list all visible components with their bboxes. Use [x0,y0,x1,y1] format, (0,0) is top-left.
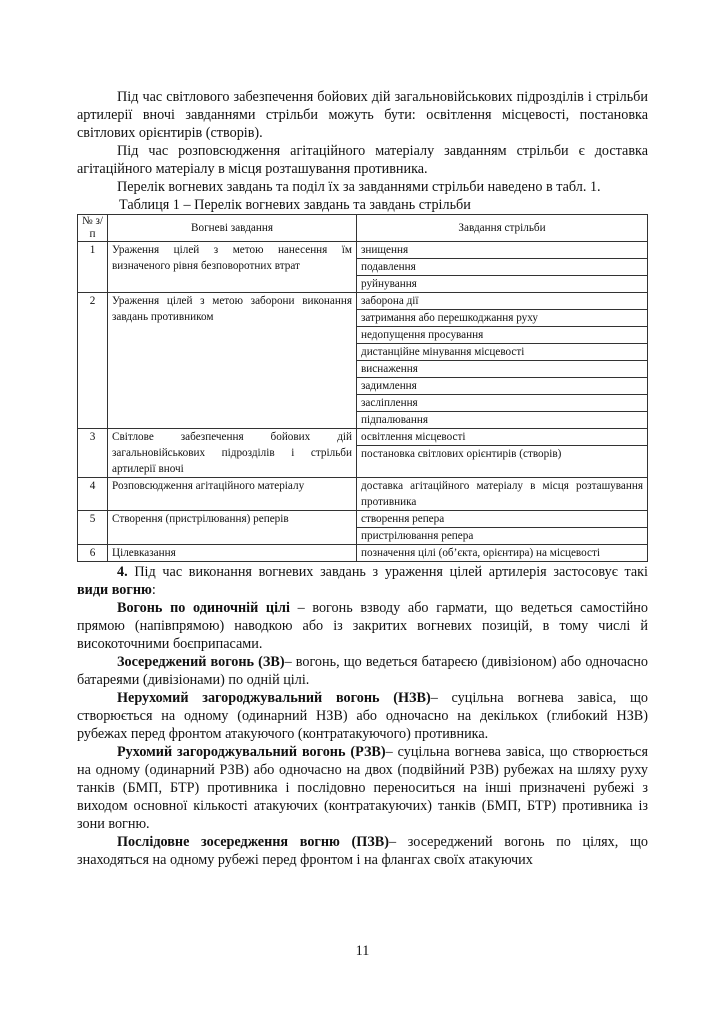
shooting-task-item: засліплення [357,394,647,411]
shooting-task-item: подавлення [357,258,647,275]
definition-term: Рухомий загороджувальний вогонь (РЗВ) [117,744,386,760]
table-row [78,511,648,545]
paragraph-light-support: Під час світлового забезпечення бойових дій загальновійськових підрозділів і стрільби артилерії вночі завданнями стрільби можуть бути: освітлення місцевості, постановка світлових орієнтирів (створів). [77,89,648,141]
section4-text: Під час виконання вогневих завдань з ураження цілей артилерія застосовує такі [134,564,648,580]
header-fire-tasks: Вогневі завдання [108,215,357,242]
section4-bold: види вогню [77,582,152,598]
table-row [78,429,648,478]
shooting-tasks-cell [357,242,648,293]
shooting-task-item: затримання або перешкоджання руху [357,309,647,326]
section4-colon: : [151,582,156,598]
section4-number: 4. [117,564,135,580]
paragraph-section4 [77,563,648,599]
row-number: 6 [78,545,108,562]
definitions [77,599,648,869]
shooting-task-item: виснаження [357,360,647,377]
shooting-task-item: постановка світлових орієнтирів (створів) [357,445,647,462]
shooting-task-item: дистанційне мінування місцевості [357,343,647,360]
shooting-tasks-cell [357,293,648,429]
paragraph-agitation: Під час розповсюдження агітаційного матеріалу завданням стрільби є доставка агітаційного матеріалу в місця розташування противника. [77,143,648,177]
row-number: 1 [78,242,108,293]
definition-term: Нерухомий загороджувальний вогонь (НЗВ) [117,690,431,706]
shooting-tasks-cell [357,545,648,562]
definition-paragraph [77,689,648,743]
definition-text: – вогонь, що ведеться батареєю (дивізіоном) або одночасно батареями (дивізіонами) по одній цілі. [77,654,648,688]
fire-tasks-table [77,214,648,562]
definition-text: – вогонь взводу або гармати, що ведеться самостійно прямою (напівпрямою) наводкою або із закритих вогневих позицій, в тому числі й високоточними боєприпасами. [77,600,648,652]
shooting-task-item: позначення цілі (об’єкта, орієнтира) на місцевості [361,547,600,559]
table-header-row [78,215,648,242]
fire-task-cell: Створення (пристрілювання) реперів [108,511,357,545]
header-shooting-tasks: Завдання стрільби [357,215,648,242]
row-number: 5 [78,511,108,545]
definition-text: – суцільна вогнева завіса, що створюється на одному (одинарний РЗВ) або одночасно на двох (подвійний РЗВ) рубежах на шляху руху танків (БМП, БТР) противника і послідовно переноситься на інші призначені рубежі з виходом основної кількості атакуючих (контратакуючих) танків (БМП, БТР) противника із зони вогню. [77,744,649,832]
shooting-task-item: доставка агітаційного матеріалу в місця розташування противника [361,480,643,508]
page-number: 11 [355,943,370,959]
fire-task-cell: Цілевказання [108,545,357,562]
table-body [78,242,648,562]
row-number: 3 [78,429,108,478]
shooting-tasks-cell [357,478,648,511]
definition-paragraph [77,653,648,689]
definition-term: Вогонь по одиночній цілі [117,600,290,616]
shooting-task-item: підпалювання [357,411,647,428]
header-number: № з/п [78,215,108,242]
definition-term: Зосереджений вогонь (ЗВ) [117,654,285,670]
table-row [78,293,648,429]
paragraph-table-intro: Перелік вогневих завдань та поділ їх за завданнями стрільби наведено в табл. 1. [117,179,601,195]
table-row [78,545,648,562]
fire-task-cell: Ураження цілей з метою нанесення їм визначеного рівня безповоротних втрат [108,242,357,293]
fire-task-cell: Ураження цілей з метою заборони виконання завдань противником [108,293,357,429]
shooting-task-item: задимлення [357,377,647,394]
row-number: 2 [78,293,108,429]
shooting-task-item: створення репера [361,513,445,525]
row-number: 4 [78,478,108,511]
definition-text: – суцільна вогнева завіса, що створюється на одному (одинарний НЗВ) або одночасно на декількох (глибокий НЗВ) рубежах перед фронтом атакуючого (контратакуючого) противника. [77,690,649,742]
definition-paragraph [77,599,648,653]
shooting-task-item: заборона дії [361,295,419,307]
definition-term: Послідовне зосередження вогню (ПЗВ) [117,834,389,850]
page-body [77,88,648,869]
definition-paragraph [77,833,648,869]
shooting-task-item: недопущення просування [357,326,647,343]
shooting-task-item: освітлення місцевості [361,431,466,443]
fire-task-cell: Розповсюдження агітаційного матеріалу [108,478,357,511]
table-row [78,242,648,293]
definition-text: – зосереджений вогонь по цілях, що знаходяться на одному рубежі перед фронтом і на флангах своїх атакуючих [77,834,649,868]
shooting-task-item: руйнування [357,275,647,292]
shooting-task-item: знищення [361,244,409,256]
shooting-task-item: пристрілювання репера [357,527,647,544]
shooting-tasks-cell [357,511,648,545]
definition-paragraph [77,743,648,833]
shooting-tasks-cell [357,429,648,478]
fire-task-cell: Світлове забезпечення бойових дій загальновійськових підрозділів і стрільби артилерії вночі [108,429,357,478]
table-row [78,478,648,511]
table-caption: Таблиця 1 – Перелік вогневих завдань та завдань стрільби [119,197,471,213]
